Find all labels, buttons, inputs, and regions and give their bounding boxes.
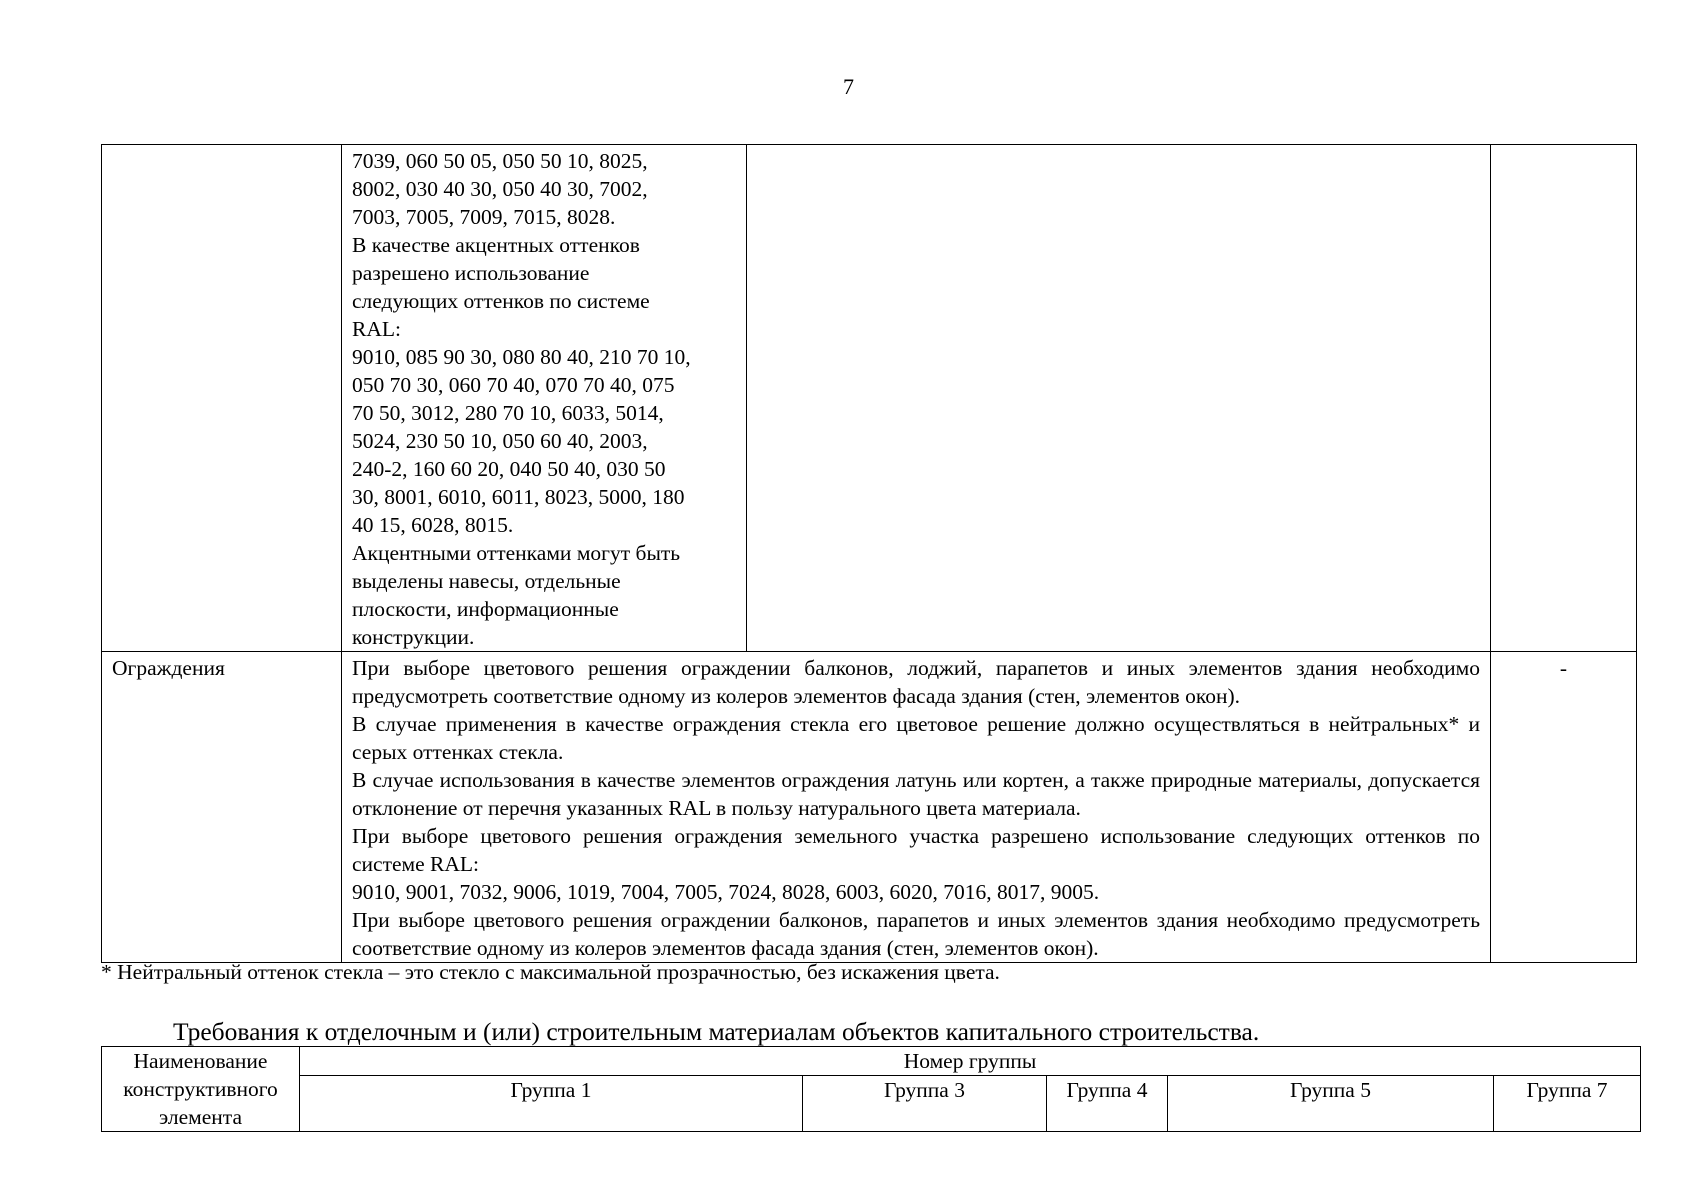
element-name-header: Наименование конструктивного элемента: [102, 1047, 300, 1132]
footnote: * Нейтральный оттенок стекла – это стекло с максимальной прозрачностью, без искажения цвета.: [101, 960, 1000, 984]
table-row-fences: [102, 652, 1637, 963]
fence-paragraph: В случае использования в качестве элементов ограждения латунь или кортен, а также природные материалы, допускается отклонение от перечня указанных RAL в пользу натурального цвета материала.: [352, 768, 1480, 820]
group-header-4: Группа 4: [1047, 1076, 1168, 1132]
group-header-1: Группа 1: [300, 1076, 803, 1132]
page-number: 7: [843, 74, 854, 99]
table-subheader-row: [102, 1076, 1641, 1132]
fence-requirements-cell: [342, 652, 1491, 963]
section-heading: Требования к отделочным и (или) строительным материалам объектов капитального строительства.: [173, 1017, 1260, 1046]
table-row-colors: [102, 145, 1637, 652]
facade-color-table: [101, 144, 1637, 963]
fence-paragraph: 9010, 9001, 7032, 9006, 1019, 7004, 7005, 7024, 8028, 6003, 6020, 7016, 8017, 9005.: [352, 880, 1100, 904]
fence-paragraph: При выборе цветового решения ограждения земельного участка разрешено использование следующих оттенков по системе RAL:: [352, 824, 1480, 876]
element-name-cell: Ограждения: [102, 652, 342, 963]
group-header-7: Группа 7: [1494, 1076, 1641, 1132]
fence-paragraph: При выборе цветового решения ограждении балконов, парапетов и иных элементов здания необходимо предусмотреть соответствие одному из колеров элементов фасада здания (стен, элементов окон).: [352, 908, 1480, 960]
fence-paragraph: При выборе цветового решения ограждении балконов, лоджий, парапетов и иных элементов здания необходимо предусмотреть соответствие одному из колеров элементов фасада здания (стен, элементов окон).: [352, 656, 1480, 708]
fence-paragraph: В случае применения в качестве ограждения стекла его цветовое решение должно осуществляться в нейтральных* и серых оттенках стекла.: [352, 712, 1480, 764]
color-list-cell: 7039, 060 50 05, 050 50 10, 8025, 8002, 030 40 30, 050 40 30, 7002, 7003, 7005, 7009, 7015, 8028. В качестве акцентных оттенков разрешено использование следующих оттенков по системе RAL: 9010, 085 90 30, 080 80 40, 210 70 10, 050 70 30, 060 70 40, 070 70 40, 075 70 50, 3012, 280 70 10, 6033, 5014, 5024, 230 50 10, 050 60 40, 2003, 240-2, 160 60 20, 040 50 40, 030 50 30, 8001, 6010, 6011, 8023, 5000, 180 40 15, 6028, 8015. Акцентными оттенками могут быть выделены навесы, отдельные плоскости, информационные конструкции.: [342, 145, 747, 652]
group-number-header: Номер группы: [300, 1047, 1641, 1076]
fence-last-cell: -: [1491, 652, 1637, 963]
materials-table: [101, 1046, 1641, 1132]
group-header-3: Группа 3: [803, 1076, 1047, 1132]
element-name-cell-empty: [102, 145, 342, 652]
table-header-row: [102, 1047, 1641, 1076]
group-header-5: Группа 5: [1168, 1076, 1494, 1132]
description-cell-empty: [747, 145, 1491, 652]
last-cell-empty: [1491, 145, 1637, 652]
